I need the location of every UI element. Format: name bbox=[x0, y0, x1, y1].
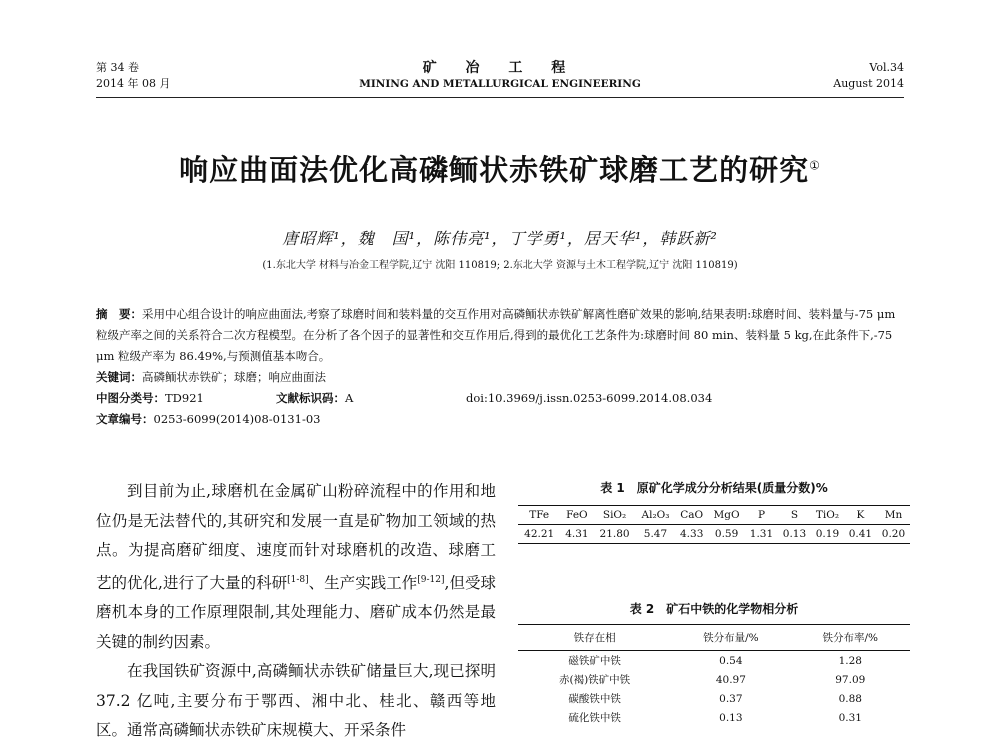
date-en: August 2014 bbox=[833, 77, 904, 90]
table-row bbox=[518, 689, 910, 708]
author-list: 唐昭辉¹，魏 国¹，陈伟亮¹，丁学勇¹，居天华¹，韩跃新² bbox=[282, 229, 718, 248]
table-cell: 0.59 bbox=[714, 528, 739, 540]
table-cell: 21.80 bbox=[599, 528, 630, 540]
table1 bbox=[518, 505, 910, 544]
table-cell: 磁铁矿中铁 bbox=[568, 655, 621, 667]
journal-name-cn: 矿 冶 工 程 bbox=[422, 60, 578, 76]
table-cell: 0.54 bbox=[719, 654, 743, 667]
classification-row bbox=[96, 388, 904, 409]
table-cell: 赤(褐)铁矿中铁 bbox=[558, 674, 631, 686]
abstract bbox=[96, 304, 904, 367]
abstract-block bbox=[96, 304, 904, 430]
citation: [9-12] bbox=[417, 574, 445, 585]
table-cell: 0.13 bbox=[782, 528, 807, 540]
article-number: 文章编号：0253-6099(2014)08-0131-03 bbox=[96, 412, 321, 426]
table-header-cell: P bbox=[757, 509, 766, 521]
table-cell: 0.13 bbox=[719, 711, 743, 724]
volume-cn: 第 34 卷 bbox=[96, 61, 139, 74]
table-row bbox=[518, 670, 910, 689]
date-cn: 2014 年 08 月 bbox=[96, 77, 171, 90]
journal-name-en: MINING AND METALLURGICAL ENGINEERING bbox=[359, 78, 641, 90]
table-header-cell: TFe bbox=[529, 509, 550, 521]
table-header-cell: SiO₂ bbox=[602, 509, 627, 521]
table-cell: 5.47 bbox=[643, 528, 668, 540]
table-cell: 0.37 bbox=[719, 692, 743, 705]
abstract-text: 采用中心组合设计的响应曲面法,考察了球磨时间和装料量的交互作用对高磷鲕状赤铁矿解离性磨矿效果的影响,结果表明:球磨时间、装料量与-75 μm 粒级产率之间的关系符合二次方程模型。在分析了各个因子的显著性和交互作用后,得到的最优化工艺条件为:球磨时间 80 min、装料量 5 kg,在此条件下,-75 μm 粒级产率为 86.49%,与预测值基本吻合。 bbox=[96, 307, 896, 363]
abstract-label: 摘 要： bbox=[96, 307, 142, 321]
table2 bbox=[518, 624, 910, 727]
keywords-text: 高磷鲕状赤铁矿；球磨；响应曲面法 bbox=[142, 370, 326, 384]
table-header-cell: CaO bbox=[680, 509, 704, 521]
doi: doi:10.3969/j.issn.0253-6099.2014.08.034 bbox=[466, 391, 713, 405]
table-cell: 0.88 bbox=[838, 692, 862, 705]
affiliations: (1.东北大学 材料与冶金工程学院,辽宁 沈阳 110819; 2.东北大学 资源与土木工程学院,辽宁 沈阳 110819) bbox=[262, 260, 738, 271]
table-header-cell: 铁分布率/% bbox=[822, 632, 879, 644]
body-column-left bbox=[96, 477, 496, 746]
table-cell: 0.41 bbox=[848, 528, 873, 540]
title-footnote-mark: ① bbox=[809, 158, 821, 173]
table-header-cell: Al₂O₃ bbox=[641, 509, 670, 521]
table-cell: 4.31 bbox=[565, 528, 589, 540]
table1-value-row bbox=[518, 525, 910, 544]
table1-caption: 表 1 原矿化学成分分析结果(质量分数)% bbox=[600, 481, 828, 495]
body-paragraph-1: 到目前为止,球磨机在金属矿山粉碎流程中的作用和地位仍是无法替代的,其研究和发展一直是矿物加工领域的热点。为提高磨矿细度、速度而针对球磨机的改造、球磨工艺的优化,进行了大量的科研[1-8]、生产实践工作[9-12],但受球磨机本身的工作原理限制,其处理能力、磨矿成本仍然是最关键的制约因素。 bbox=[96, 482, 496, 651]
table-cell: 0.31 bbox=[838, 711, 862, 724]
header-rule bbox=[96, 97, 904, 98]
table2-caption: 表 2 矿石中铁的化学物相分析 bbox=[629, 602, 799, 616]
table-row bbox=[518, 651, 910, 671]
table-cell: 4.33 bbox=[680, 528, 704, 540]
table-row bbox=[518, 708, 910, 727]
keywords-label: 关键词： bbox=[96, 370, 142, 384]
table-header-cell: MgO bbox=[713, 509, 740, 521]
table-header-cell: TiO₂ bbox=[815, 509, 840, 521]
table-cell: 1.31 bbox=[749, 528, 774, 540]
table-cell: 0.20 bbox=[881, 528, 906, 540]
table-cell: 1.28 bbox=[838, 654, 862, 667]
body-paragraph-2: 在我国铁矿资源中,高磷鲕状赤铁矿储量巨大,现已探明 37.2 亿吨,主要分布于鄂西、湘中北、桂北、赣西等地区。通常高磷鲕状赤铁矿床规模大、开采条件 bbox=[96, 662, 496, 740]
table-header-cell: Mn bbox=[884, 509, 903, 521]
running-header-right bbox=[833, 60, 904, 92]
clc-code: 中图分类号：TD921 bbox=[96, 391, 204, 405]
table-cell: 0.19 bbox=[815, 528, 840, 540]
table-cell: 97.09 bbox=[835, 673, 866, 686]
table-header-cell: K bbox=[856, 509, 865, 521]
table-header-cell: 铁分布量/% bbox=[703, 632, 759, 644]
keywords bbox=[96, 367, 904, 388]
table-header-cell: 铁存在相 bbox=[573, 632, 616, 644]
table-cell: 42.21 bbox=[524, 528, 555, 540]
paper-title bbox=[0, 148, 1000, 189]
title-text: 响应曲面法优化高磷鲕状赤铁矿球磨工艺的研究 bbox=[179, 153, 810, 187]
table-cell: 硫化铁中铁 bbox=[568, 712, 621, 724]
document-code: 文献标识码：A bbox=[276, 391, 354, 405]
table1-header-row bbox=[518, 506, 910, 525]
table2-header-row bbox=[518, 625, 910, 651]
table-header-cell: S bbox=[790, 509, 799, 521]
table-cell: 40.97 bbox=[715, 673, 746, 686]
volume-en: Vol.34 bbox=[869, 61, 904, 74]
citation: [1-8] bbox=[287, 574, 309, 585]
table-cell: 碳酸铁中铁 bbox=[568, 693, 621, 705]
table-header-cell: FeO bbox=[566, 509, 588, 521]
